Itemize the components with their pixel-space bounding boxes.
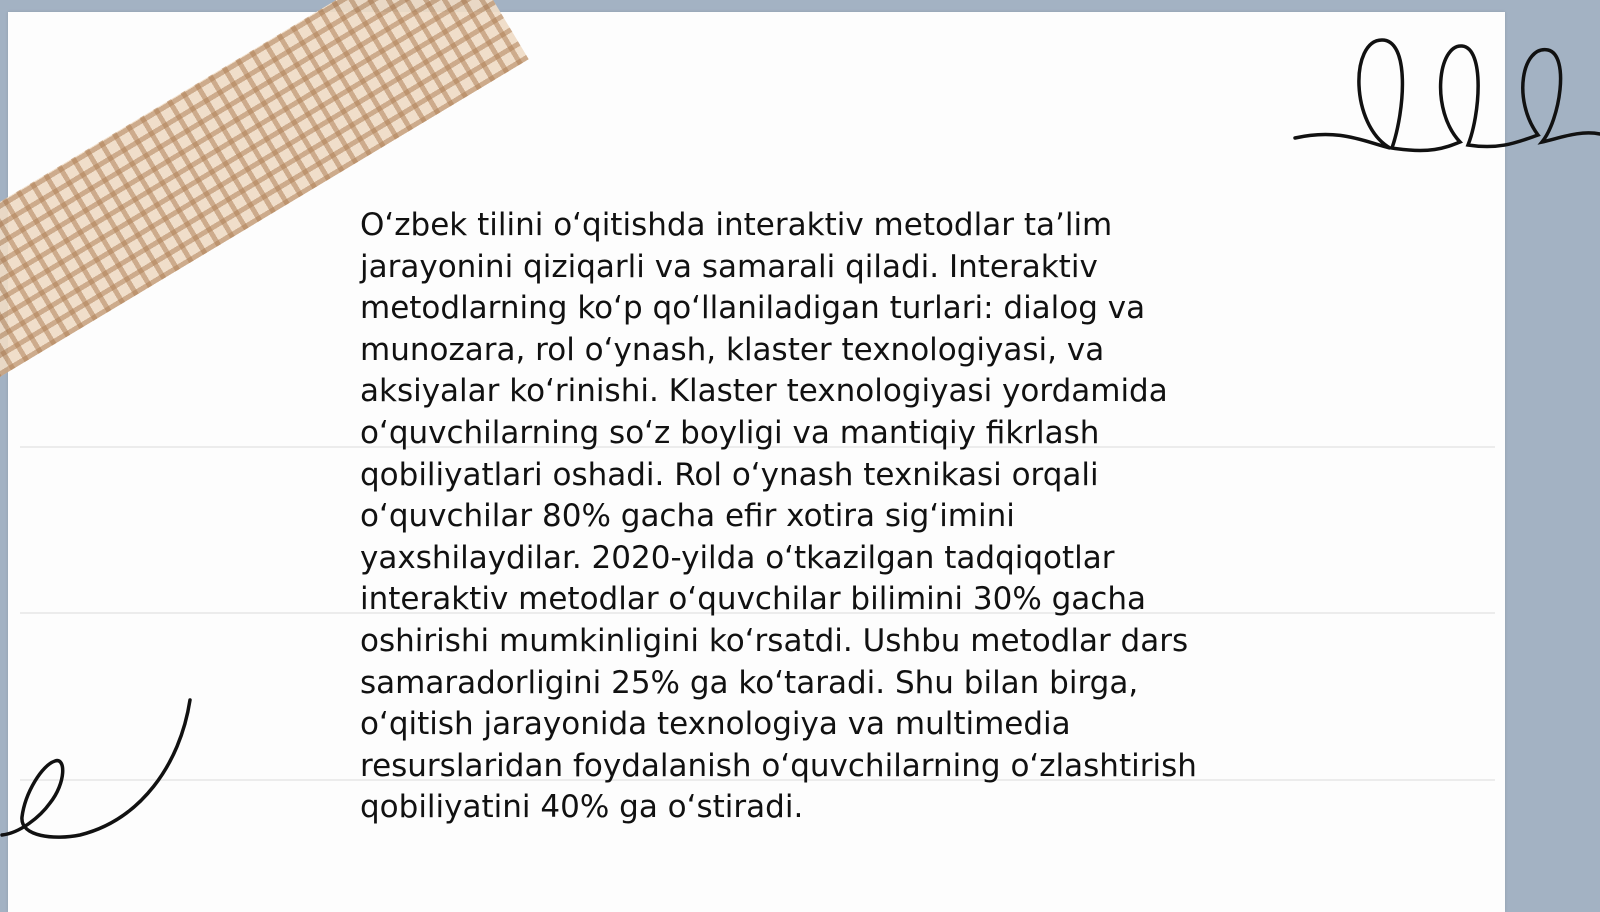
paragraph-line: jarayonini qiziqarli va samarali qiladi. Interaktiv bbox=[360, 248, 1098, 285]
paragraph-line: aksiyalar koʻrinishi. Klaster texnologiyasi yordamida bbox=[360, 373, 1168, 410]
paragraph-line: oʻquvchilarning soʻz boyligi va mantiqiy fikrlash bbox=[360, 414, 1100, 451]
body-paragraph bbox=[360, 205, 1280, 829]
paragraph-line: oʻquvchilar 80% gacha efir xotira sigʻimini bbox=[360, 498, 1015, 535]
paragraph-line: qobiliyatlari oshadi. Rol oʻynash texnikasi orqali bbox=[360, 456, 1099, 493]
paragraph-line: resurslaridan foydalanish oʻquvchilarning oʻzlashtirish bbox=[360, 747, 1197, 784]
paragraph-line: metodlarning koʻp qoʻllaniladigan turlari: dialog va bbox=[360, 290, 1146, 327]
swirl-doodle-icon bbox=[0, 695, 200, 845]
loop-doodle-icon bbox=[1280, 30, 1600, 170]
paragraph-line: samaradorligini 25% ga koʻtaradi. Shu bilan birga, bbox=[360, 664, 1139, 701]
paragraph-line: qobiliyatini 40% ga oʻstiradi. bbox=[360, 789, 804, 826]
paragraph-line: oʻqitish jarayonida texnologiya va multimedia bbox=[360, 706, 1071, 743]
paragraph-line: interaktiv metodlar oʻquvchilar bilimini 30% gacha bbox=[360, 581, 1146, 618]
paragraph-line: Oʻzbek tilini oʻqitishda interaktiv metodlar taʼlim bbox=[360, 207, 1113, 243]
paragraph-line: munozara, rol oʻynash, klaster texnologiyasi, va bbox=[360, 331, 1105, 368]
paragraph-line: yaxshilaydilar. 2020-yilda oʻtkazilgan tadqiqotlar bbox=[360, 539, 1115, 576]
paragraph-line: oshirishi mumkinligini koʻrsatdi. Ushbu metodlar dars bbox=[360, 622, 1189, 659]
